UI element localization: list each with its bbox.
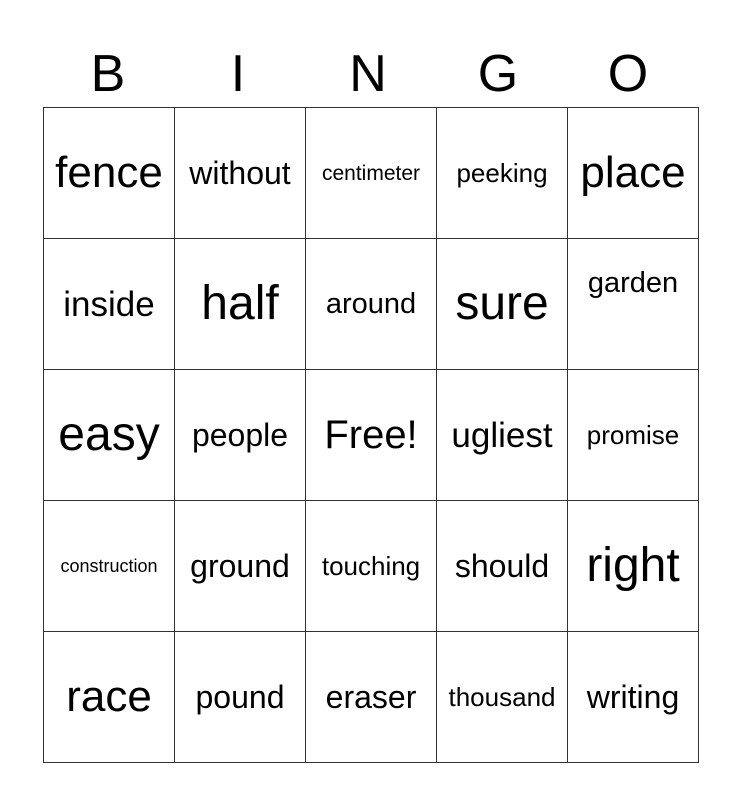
cell-word: touching [321,551,421,581]
cell-word: without [189,155,291,191]
bingo-cell[interactable] [175,108,306,239]
cell-word: around [325,287,417,320]
cell-word: easy [58,408,160,461]
board-row-4 [44,501,699,632]
free-space-cell[interactable] [306,370,437,501]
free-space-label: Free! [324,413,418,457]
cell-word: race [66,672,152,721]
bingo-cell[interactable] [44,632,175,763]
bingo-cell[interactable] [437,370,568,501]
cell-word: ugliest [451,415,553,455]
board-row-3 [44,370,699,501]
bingo-cell[interactable] [175,239,306,370]
board-row-5 [44,632,699,763]
bingo-cell[interactable] [568,239,699,370]
header-letter-g: G [477,45,519,103]
bingo-cell[interactable] [306,108,437,239]
bingo-cell[interactable] [568,501,699,632]
bingo-cell[interactable] [44,370,175,501]
bingo-cell[interactable] [437,239,568,370]
board-row-2 [44,239,699,370]
bingo-cell[interactable] [568,632,699,763]
bingo-cell[interactable] [306,239,437,370]
header-letter-i: I [230,45,246,103]
cell-word: pound [195,679,285,715]
bingo-cell[interactable] [437,501,568,632]
bingo-cell[interactable] [175,501,306,632]
header-letter-n: N [349,45,387,103]
bingo-cell[interactable] [175,370,306,501]
cell-word: sure [455,277,549,330]
cell-word: eraser [325,679,417,715]
bingo-header [43,44,693,104]
bingo-cell[interactable] [568,108,699,239]
bingo-cell[interactable] [437,108,568,239]
bingo-cell[interactable] [306,632,437,763]
cell-word: half [201,277,279,330]
cell-word: people [191,417,289,453]
cell-word: ground [190,548,290,584]
bingo-cell[interactable] [44,239,175,370]
cell-word: place [580,148,686,197]
bingo-cell[interactable] [437,632,568,763]
cell-word: peeking [456,158,548,188]
cell-word: construction [60,556,158,576]
bingo-cell[interactable] [175,632,306,763]
cell-word: right [586,539,680,592]
cell-word: fence [55,148,163,197]
cell-word: writing [586,679,680,715]
bingo-board [43,107,699,763]
bingo-cell[interactable] [44,108,175,239]
bingo-cell[interactable] [306,501,437,632]
cell-word: inside [63,284,155,324]
bingo-cell[interactable] [568,370,699,501]
cell-word: centimeter [321,161,421,185]
cell-word: thousand [448,682,556,712]
header-letter-b: B [90,45,126,103]
cell-word: promise [586,420,680,450]
cell-word: garden [587,267,679,299]
header-letter-o: O [607,45,649,103]
bingo-cell[interactable] [44,501,175,632]
cell-word: should [454,548,550,584]
board-row-1 [44,108,699,239]
